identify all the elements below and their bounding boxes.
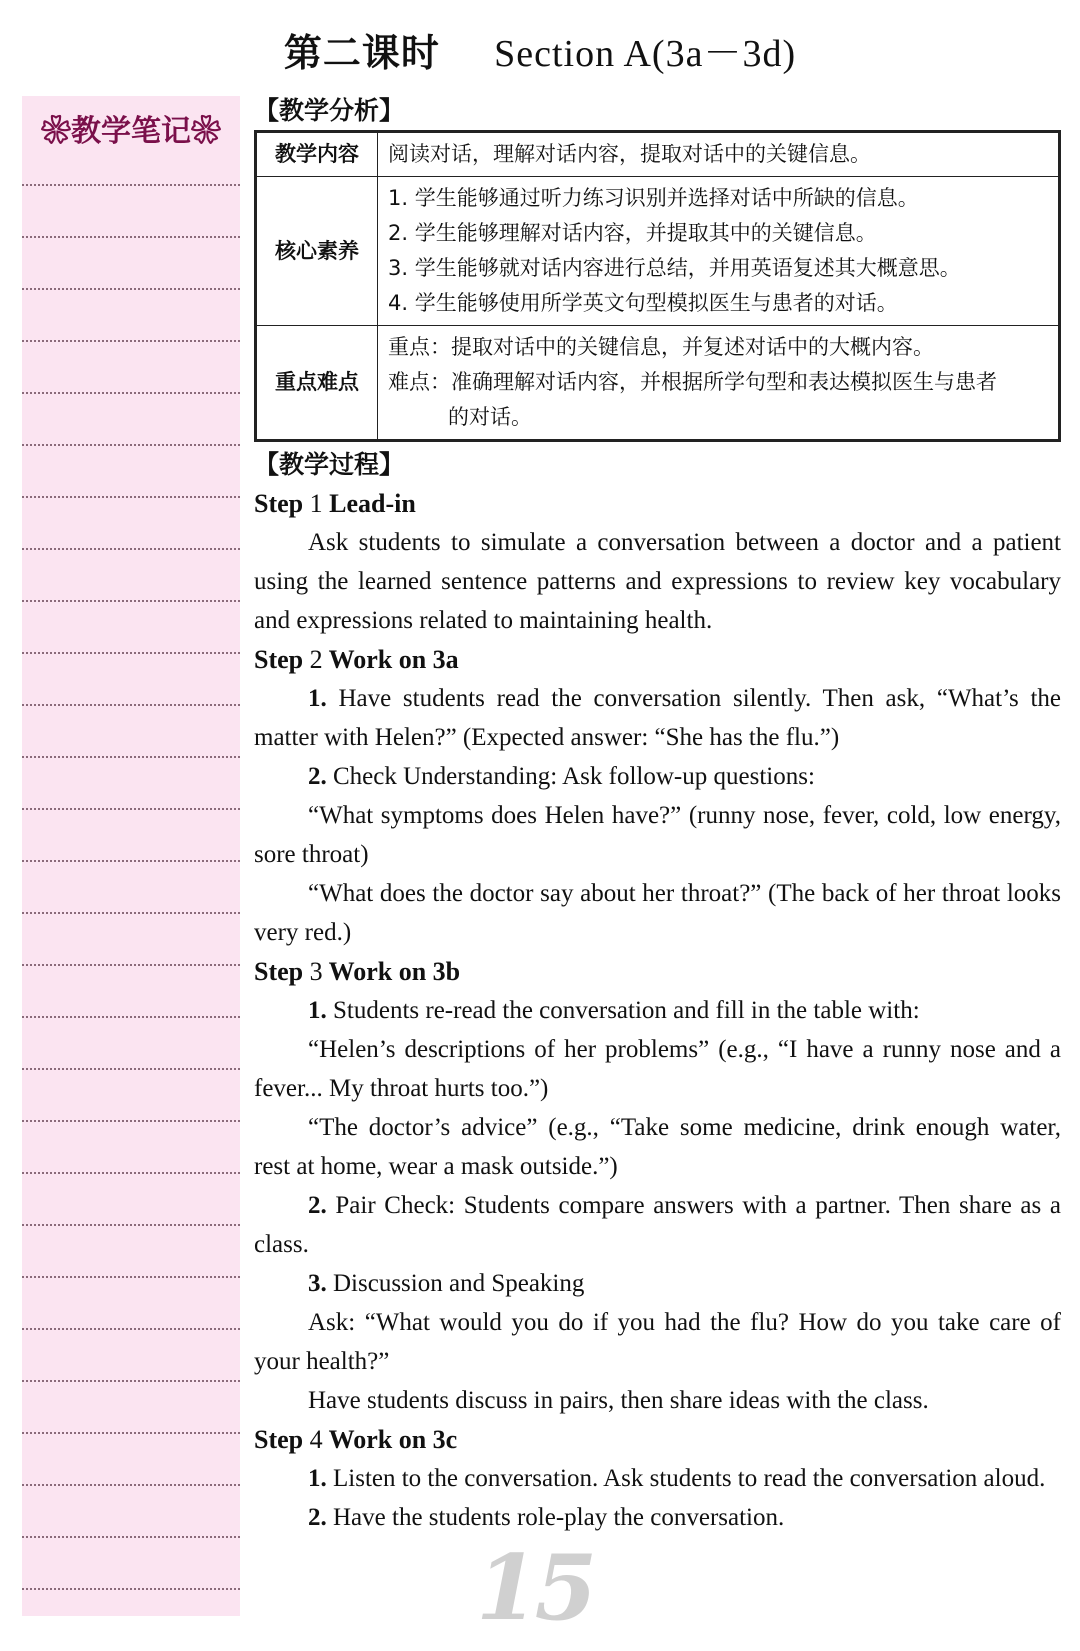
item-number: 1.: [308, 685, 327, 712]
step-label: Step: [254, 645, 304, 674]
note-line: [22, 652, 240, 654]
note-line: [22, 704, 240, 706]
note-line: [22, 756, 240, 758]
note-line: [22, 1432, 240, 1434]
note-line: [22, 1328, 240, 1330]
note-line: [22, 600, 240, 602]
note-line: [22, 548, 240, 550]
paragraph-text: “What does the doctor say about her throat?” (The back of her throat looks very red.): [254, 880, 1061, 946]
paragraph: [254, 1303, 1061, 1381]
step-title: Work on 3c: [328, 1425, 458, 1454]
note-line: [22, 1588, 240, 1590]
paragraph: [254, 991, 1061, 1030]
note-line: [22, 288, 240, 290]
paragraph-text: Check Understanding: Ask follow-up questions:: [333, 763, 815, 790]
paragraph: [254, 523, 1061, 640]
note-line: [22, 1068, 240, 1070]
main-content: [254, 92, 1061, 1537]
note-line: [22, 1016, 240, 1018]
step-heading: [254, 484, 1061, 523]
row-label: 重点难点: [256, 326, 378, 441]
item-number: 3.: [308, 1270, 327, 1297]
item-number: 1.: [308, 997, 327, 1024]
paragraph-text: “What symptoms does Helen have?” (runny nose, fever, cold, low energy, sore throat): [254, 802, 1061, 868]
paragraph: [254, 757, 1061, 796]
step-heading: [254, 640, 1061, 679]
step-number: 4: [309, 1425, 323, 1454]
step-number: 1: [309, 489, 323, 518]
row-content: [378, 177, 1060, 326]
paragraph: [254, 679, 1061, 757]
paragraph-text: “The doctor’s advice” (e.g., “Take some medicine, drink enough water, rest at home, wear a mask outside.”): [254, 1114, 1061, 1180]
note-line: [22, 912, 240, 914]
step-number: 2: [309, 645, 323, 674]
content-line: 4. 学生能够使用所学英文句型模拟医生与患者的对话。: [388, 291, 898, 315]
item-number: 2.: [308, 1192, 327, 1219]
note-line: [22, 860, 240, 862]
paragraph-text: Discussion and Speaking: [333, 1270, 585, 1297]
step-heading: [254, 1420, 1061, 1459]
paragraph: [254, 796, 1061, 874]
note-line: [22, 444, 240, 446]
step-number: 3: [309, 957, 323, 986]
paragraph-text: Pair Check: Students compare answers with a partner. Then share as a class.: [254, 1192, 1061, 1258]
note-line: [22, 1120, 240, 1122]
content-line: 重点：提取对话中的关键信息，并复述对话中的大概内容。: [388, 335, 934, 359]
paragraph: [254, 1108, 1061, 1186]
content-line: 的对话。: [448, 405, 532, 429]
note-line: [22, 496, 240, 498]
content-line: 1. 学生能够通过听力练习识别并选择对话中所缺的信息。: [388, 186, 919, 210]
table-row: [256, 177, 1060, 326]
step-title: Work on 3a: [328, 645, 459, 674]
content-line: 2. 学生能够理解对话内容，并提取其中的关键信息。: [388, 221, 877, 245]
page-number: 15: [476, 1535, 594, 1641]
row-content: [378, 132, 1060, 177]
content-line: 阅读对话，理解对话内容，提取对话中的关键信息。: [388, 142, 871, 166]
paragraph-text: Ask students to simulate a conversation between a doctor and a patient using the learned sentence patterns and expressions to review key vocabulary and expressions related to maintaining health.: [254, 529, 1061, 634]
paragraph: [254, 1030, 1061, 1108]
note-line: [22, 1276, 240, 1278]
item-number: 2.: [308, 763, 327, 790]
paragraph-text: Students re-read the conversation and fill in the table with:: [333, 997, 920, 1024]
note-line: [22, 184, 240, 186]
section-label: Section A(3a－3d): [494, 33, 797, 75]
process-heading: 【教学过程】: [254, 450, 405, 479]
content-line: 3. 学生能够就对话内容进行总结，并用英语复述其大概意思。: [388, 256, 961, 280]
step-title: Work on 3b: [328, 957, 461, 986]
paragraph-text: “Helen’s descriptions of her problems” (e.g., “I have a runny nose and a fever... My throat hurts too.”): [254, 1036, 1061, 1102]
paragraph: [254, 1459, 1061, 1498]
content-line: 难点：准确理解对话内容，并根据所学句型和表达模拟医生与患者: [388, 370, 997, 394]
step-label: Step: [254, 489, 304, 518]
table-row: [256, 132, 1060, 177]
paragraph: [254, 874, 1061, 952]
step-label: Step: [254, 957, 304, 986]
note-line: [22, 392, 240, 394]
row-content: [378, 326, 1060, 441]
note-line: [22, 1172, 240, 1174]
paragraph: [254, 1381, 1061, 1420]
paragraph: [254, 1498, 1061, 1537]
note-line: [22, 1380, 240, 1382]
item-number: 2.: [308, 1504, 327, 1531]
analysis-heading: 【教学分析】: [254, 96, 405, 125]
row-label: 教学内容: [256, 132, 378, 177]
paragraph: [254, 1186, 1061, 1264]
step-label: Step: [254, 1425, 304, 1454]
table-row: [256, 326, 1060, 441]
note-line: [22, 808, 240, 810]
note-line: [22, 964, 240, 966]
paragraph-text: Listen to the conversation. Ask students to read the conversation aloud.: [333, 1465, 1046, 1492]
paragraph-text: Have students discuss in pairs, then share ideas with the class.: [308, 1387, 929, 1414]
note-line: [22, 1484, 240, 1486]
step-title: Lead-in: [329, 489, 416, 518]
note-line: [22, 1224, 240, 1226]
notes-title: ❀教学笔记❀: [41, 114, 221, 149]
paragraph: [254, 1264, 1061, 1303]
note-line: [22, 1536, 240, 1538]
row-label: 核心素养: [256, 177, 378, 326]
notes-column: [22, 96, 240, 1616]
paragraph-text: Ask: “What would you do if you had the flu? How do you take care of your health?”: [254, 1309, 1061, 1375]
note-line: [22, 340, 240, 342]
item-number: 1.: [308, 1465, 327, 1492]
lesson-label: 第二课时: [283, 30, 440, 75]
paragraph-text: Have students read the conversation silently. Then ask, “What’s the matter with Helen?” (Expected answer: “She has the flu.”): [254, 685, 1062, 751]
paragraph-text: Have the students role-play the conversation.: [333, 1504, 785, 1531]
page-title: [0, 22, 1080, 77]
note-line: [22, 236, 240, 238]
step-heading: [254, 952, 1061, 991]
analysis-table: [254, 130, 1061, 442]
